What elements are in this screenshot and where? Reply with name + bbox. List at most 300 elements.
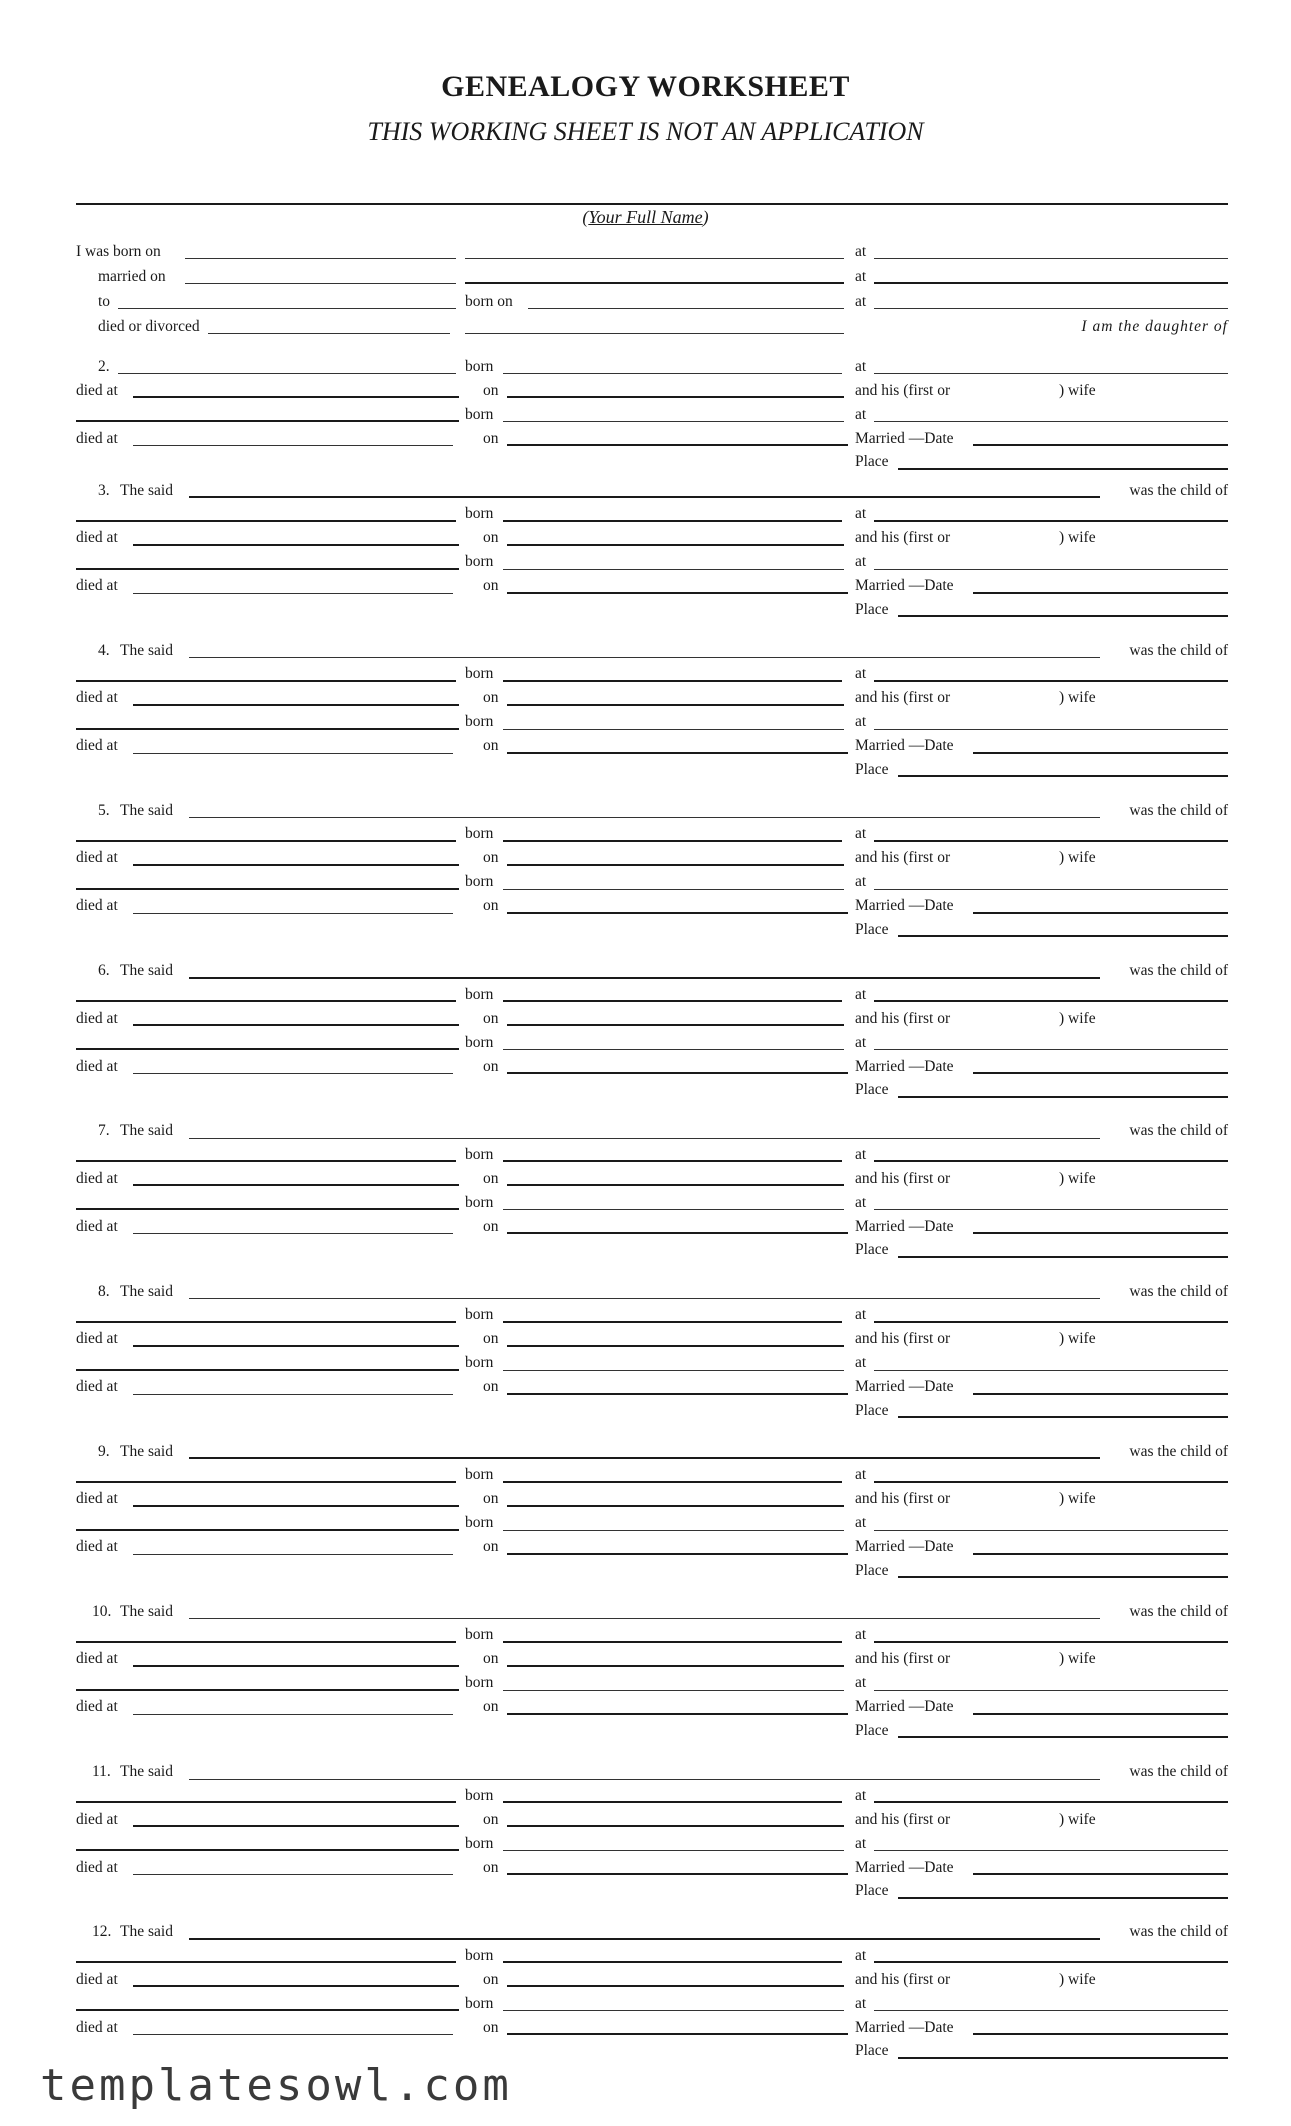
fill-in-line[interactable] [189, 1938, 1100, 1940]
fill-in-line[interactable] [189, 1457, 1100, 1459]
field-label: I was born on [76, 242, 161, 260]
fill-in-line[interactable] [189, 496, 1100, 498]
form-row [76, 892, 1228, 916]
field-label: at [855, 825, 867, 843]
field-label: died at [76, 1858, 118, 1876]
field-label: died at [76, 897, 118, 915]
form-row [76, 1140, 1228, 1164]
fill-in-line[interactable] [874, 520, 1228, 522]
field-label: at [855, 267, 867, 285]
form-row [76, 820, 1228, 844]
field-label: died at [76, 429, 118, 447]
fill-in-line[interactable] [898, 775, 1228, 777]
fill-in-line[interactable] [898, 1096, 1228, 1098]
field-label: at [855, 242, 867, 260]
field-label: Place [855, 1882, 889, 1900]
field-label: on [483, 689, 499, 707]
fill-in-line[interactable] [465, 333, 844, 334]
fill-in-line[interactable] [898, 468, 1228, 470]
fill-in-line[interactable] [503, 1801, 842, 1803]
field-label: at [855, 1306, 867, 1323]
fill-in-line[interactable] [133, 544, 459, 546]
field-label: 5. [98, 801, 110, 819]
field-label: born [465, 1354, 494, 1371]
fill-in-line[interactable] [874, 421, 1228, 422]
field-label: ) wife [1059, 849, 1096, 867]
field-label: was the child of [1129, 962, 1228, 980]
form-row [76, 500, 1228, 524]
form-row [76, 660, 1228, 684]
fill-in-line[interactable] [507, 1345, 844, 1347]
field-label: and his (first or [855, 1970, 951, 1988]
form-row [76, 1533, 1228, 1557]
fill-in-line[interactable] [898, 1256, 1228, 1258]
fill-in-line[interactable] [874, 1321, 1228, 1323]
field-label: ) wife [1059, 1650, 1096, 1668]
field-label: 12. [92, 1923, 112, 1941]
fill-in-line[interactable] [76, 1849, 459, 1851]
fill-in-line[interactable] [898, 935, 1228, 937]
fill-in-line[interactable] [973, 1072, 1228, 1074]
field-label: Place [855, 1561, 889, 1579]
field-label: ) wife [1059, 529, 1096, 546]
fill-in-line[interactable] [133, 445, 453, 446]
field-label: at [855, 357, 867, 375]
fill-in-line[interactable] [874, 1850, 1228, 1851]
fill-in-line[interactable] [973, 444, 1228, 446]
fill-in-line[interactable] [133, 396, 459, 398]
fill-in-line[interactable] [76, 1801, 456, 1803]
form-row [76, 796, 1228, 820]
fill-in-line[interactable] [133, 1024, 459, 1026]
fill-in-line[interactable] [898, 1416, 1228, 1418]
field-label: at [855, 1354, 867, 1371]
fill-in-line[interactable] [76, 1000, 456, 1002]
form-row [76, 915, 1228, 939]
field-label: on [483, 1330, 499, 1347]
fill-in-line[interactable] [133, 1554, 453, 1555]
field-label: Place [855, 1721, 889, 1739]
field-label: died at [76, 1330, 118, 1347]
field-label: born [465, 1994, 494, 2012]
fill-in-line[interactable] [76, 1160, 456, 1162]
fill-in-line[interactable] [507, 1873, 848, 1875]
fill-in-line[interactable] [874, 258, 1228, 259]
fill-in-line[interactable] [208, 333, 450, 334]
field-label: The said [120, 1923, 173, 1941]
full-name-label: Your Full Name [588, 207, 703, 227]
fill-in-line[interactable] [503, 569, 844, 570]
form-row [76, 1117, 1228, 1141]
field-label: born [465, 553, 494, 570]
form-row [76, 1829, 1228, 1853]
form-row [76, 1301, 1228, 1325]
field-label: born [465, 713, 494, 731]
fill-in-line[interactable] [874, 1160, 1228, 1162]
fill-in-line[interactable] [503, 840, 842, 842]
fill-in-line[interactable] [507, 704, 844, 706]
form-row [76, 1396, 1228, 1420]
fill-in-line[interactable] [503, 421, 844, 422]
fill-in-line[interactable] [874, 2010, 1228, 2011]
form-row [76, 595, 1228, 619]
fill-in-line[interactable] [185, 258, 456, 259]
field-label: ) wife [1059, 1169, 1096, 1187]
field-label: died at [76, 1698, 118, 1716]
field-label: Married —Date [855, 1057, 954, 1075]
fill-in-line[interactable] [528, 308, 844, 309]
field-label: Married —Date [855, 429, 954, 447]
fill-in-line[interactable] [503, 1850, 844, 1851]
field-label: 3. [98, 481, 110, 499]
fill-in-line[interactable] [503, 1530, 844, 1531]
fill-in-line[interactable] [874, 729, 1228, 730]
field-label: at [855, 1033, 867, 1051]
field-label: born [465, 665, 494, 683]
field-label: 6. [98, 962, 110, 980]
field-label: died at [76, 1009, 118, 1027]
field-label: 7. [98, 1122, 110, 1140]
form-row [76, 1941, 1228, 1965]
fill-in-line[interactable] [133, 1073, 453, 1074]
field-label: was the child of [1129, 1442, 1228, 1460]
fill-in-line[interactable] [507, 1505, 844, 1507]
fill-in-line[interactable] [133, 1714, 453, 1715]
fill-in-line[interactable] [973, 2033, 1228, 2035]
fill-in-line[interactable] [874, 1690, 1228, 1691]
fill-in-line[interactable] [76, 2009, 459, 2011]
fill-in-line[interactable] [133, 864, 459, 866]
form-row [76, 1373, 1228, 1397]
fill-in-line[interactable] [76, 1208, 459, 1210]
fill-in-line[interactable] [507, 1825, 844, 1827]
fill-in-line[interactable] [76, 680, 456, 682]
fill-in-line[interactable] [133, 1665, 459, 1667]
form-row [76, 1758, 1228, 1782]
fill-in-line[interactable] [503, 1321, 842, 1323]
fill-in-line[interactable] [874, 282, 1228, 284]
field-label: The said [120, 801, 173, 819]
field-label: on [483, 1538, 499, 1556]
fill-in-line[interactable] [507, 1232, 848, 1234]
fill-in-line[interactable] [874, 1641, 1228, 1643]
field-label: and his (first or [855, 1009, 951, 1027]
fill-in-line[interactable] [189, 817, 1100, 818]
fill-in-line[interactable] [189, 657, 1100, 658]
fill-in-line[interactable] [874, 1481, 1228, 1483]
fill-in-line[interactable] [503, 2010, 844, 2011]
fill-in-line[interactable] [898, 1736, 1228, 1738]
fill-in-line[interactable] [898, 1897, 1228, 1899]
fill-in-line[interactable] [507, 1665, 844, 1667]
fill-in-line[interactable] [503, 1481, 842, 1483]
fill-in-line[interactable] [133, 593, 453, 594]
fill-in-line[interactable] [874, 1209, 1228, 1210]
field-label: on [483, 1650, 499, 1668]
fill-in-line[interactable] [133, 1825, 459, 1827]
fill-in-line[interactable] [133, 704, 459, 706]
fill-in-line[interactable] [874, 569, 1228, 570]
fill-in-line[interactable] [898, 615, 1228, 617]
field-label: and his (first or [855, 381, 951, 399]
field-label: was the child of [1129, 641, 1228, 659]
field-label: ) wife [1059, 689, 1096, 707]
field-label: and his (first or [855, 1490, 951, 1508]
fill-in-line[interactable] [507, 396, 844, 398]
form-row [76, 2013, 1228, 2037]
fill-in-line[interactable] [874, 680, 1228, 682]
form-row [76, 1212, 1228, 1236]
fill-in-line[interactable] [898, 1576, 1228, 1578]
fill-in-line[interactable] [874, 1370, 1228, 1371]
fill-in-line[interactable] [503, 680, 842, 682]
fill-in-line[interactable] [973, 1873, 1228, 1875]
fill-in-line[interactable] [76, 728, 459, 730]
field-label: died at [76, 1057, 118, 1075]
field-label: died or divorced [98, 317, 200, 335]
fill-in-line[interactable] [507, 1553, 848, 1555]
field-label: Married —Date [855, 2018, 954, 2036]
fill-in-line[interactable] [76, 1369, 459, 1371]
field-label: died at [76, 1169, 118, 1187]
page-subtitle: THIS WORKING SHEET IS NOT AN APPLICATION [367, 117, 924, 146]
field-label: on [483, 2018, 499, 2036]
fill-in-line[interactable] [973, 1553, 1228, 1555]
fill-in-line[interactable] [189, 1779, 1100, 1780]
fill-in-line[interactable] [874, 889, 1228, 890]
field-label: at [855, 1786, 867, 1804]
field-label: ) wife [1059, 1810, 1096, 1828]
field-label: and his (first or [855, 849, 951, 867]
field-label: died at [76, 1378, 118, 1395]
field-label: The said [120, 1282, 173, 1300]
field-label: on [483, 1169, 499, 1187]
fill-in-line[interactable] [76, 1961, 456, 1963]
form-row [76, 684, 1228, 708]
fill-in-line[interactable] [133, 1184, 459, 1186]
form-row [76, 1716, 1228, 1740]
form-row [76, 1853, 1228, 1877]
fill-in-line[interactable] [76, 520, 456, 522]
form-row [76, 732, 1228, 756]
fill-in-line[interactable] [133, 1233, 453, 1234]
field-label: Married —Date [855, 1217, 954, 1235]
fill-in-line[interactable] [874, 1961, 1228, 1963]
fill-in-line[interactable] [503, 1049, 844, 1050]
field-label: born [465, 1193, 494, 1211]
fill-in-line[interactable] [898, 2057, 1228, 2059]
fill-in-line[interactable] [874, 1000, 1228, 1002]
fill-in-line[interactable] [874, 308, 1228, 309]
fill-in-line[interactable] [507, 2033, 848, 2035]
form-row [76, 448, 1228, 472]
fill-in-line[interactable] [507, 752, 848, 754]
field-label: died at [76, 689, 118, 707]
field-label: at [855, 665, 867, 683]
fill-in-line[interactable] [76, 1689, 459, 1691]
field-label: at [855, 1626, 867, 1644]
fill-in-line[interactable] [76, 1048, 459, 1050]
full-name-caption [0, 207, 1291, 228]
fill-in-line[interactable] [503, 1000, 842, 1002]
field-label: at [855, 1466, 867, 1484]
fill-in-line[interactable] [507, 1393, 848, 1395]
divider [76, 203, 1228, 205]
field-label: Place [855, 1241, 889, 1259]
fill-in-line[interactable] [874, 1530, 1228, 1531]
field-label: and his (first or [855, 1650, 951, 1668]
field-label: and his (first or [855, 689, 951, 707]
fill-in-line[interactable] [507, 592, 848, 594]
fill-in-line[interactable] [133, 1874, 453, 1875]
fill-in-line[interactable] [76, 1321, 456, 1323]
field-label: on [483, 1009, 499, 1027]
fill-in-line[interactable] [76, 1481, 456, 1483]
field-label: ) wife [1059, 1970, 1096, 1988]
field-label: at [855, 713, 867, 731]
field-label: Married —Date [855, 1698, 954, 1716]
fill-in-line[interactable] [133, 1345, 459, 1347]
form-row [76, 572, 1228, 596]
field-label: died at [76, 577, 118, 594]
fill-in-line[interactable] [507, 1713, 848, 1715]
fill-in-line[interactable] [973, 592, 1228, 594]
fill-in-line[interactable] [185, 283, 456, 284]
fill-in-line[interactable] [874, 373, 1228, 374]
fill-in-line[interactable] [133, 1505, 459, 1507]
fill-in-line[interactable] [874, 1049, 1228, 1050]
fill-in-line[interactable] [503, 1641, 842, 1643]
field-label: The said [120, 1442, 173, 1460]
fill-in-line[interactable] [503, 1370, 844, 1371]
field-label: on [483, 529, 499, 546]
fill-in-line[interactable] [76, 420, 459, 422]
fill-in-line[interactable] [118, 373, 456, 374]
field-label: to [98, 292, 111, 310]
fill-in-line[interactable] [189, 977, 1100, 979]
fill-in-line[interactable] [507, 864, 844, 866]
field-label: Place [855, 453, 889, 470]
field-label: The said [120, 1122, 173, 1140]
field-label: at [855, 1145, 867, 1163]
fill-in-line[interactable] [503, 1961, 842, 1963]
field-label: born [465, 357, 494, 375]
field-label: at [855, 985, 867, 1003]
form-row [76, 237, 1228, 261]
fill-in-line[interactable] [465, 282, 844, 284]
field-label: born [465, 1306, 494, 1323]
form-row [76, 1989, 1228, 2013]
paren-close: ) [702, 207, 709, 227]
field-label: died at [76, 1810, 118, 1828]
field-label: and his (first or [855, 1330, 951, 1347]
fill-in-line[interactable] [76, 840, 456, 842]
fill-in-line[interactable] [76, 1641, 456, 1643]
fill-in-line[interactable] [507, 912, 848, 914]
fill-in-line[interactable] [503, 373, 842, 374]
field-label: was the child of [1129, 1763, 1228, 1781]
fill-in-line[interactable] [507, 1184, 844, 1186]
form-row [76, 1164, 1228, 1188]
fill-in-line[interactable] [973, 1713, 1228, 1715]
field-label: and his (first or [855, 1810, 951, 1828]
fill-in-line[interactable] [189, 1298, 1100, 1299]
fill-in-line[interactable] [503, 1160, 842, 1162]
field-label: ) wife [1059, 381, 1096, 399]
field-label: The said [120, 962, 173, 980]
fill-in-line[interactable] [118, 308, 456, 309]
fill-in-line[interactable] [507, 544, 844, 546]
fill-in-line[interactable] [507, 1072, 848, 1074]
form-row [76, 868, 1228, 892]
fill-in-line[interactable] [503, 889, 844, 890]
field-label: died at [76, 1490, 118, 1508]
field-label: 2. [98, 357, 110, 375]
form-row [76, 1461, 1228, 1485]
fill-in-line[interactable] [507, 1024, 844, 1026]
form-row [76, 1509, 1228, 1533]
fill-in-line[interactable] [507, 444, 848, 446]
field-label: born [465, 873, 494, 891]
field-label: married on [98, 267, 166, 285]
field-label: Married —Date [855, 577, 954, 594]
field-label: at [855, 1834, 867, 1852]
fill-in-line[interactable] [189, 1618, 1100, 1619]
field-label: was the child of [1129, 481, 1228, 499]
form-row [76, 1052, 1228, 1076]
fill-in-line[interactable] [874, 1801, 1228, 1803]
fill-in-line[interactable] [503, 1690, 844, 1691]
form-row [76, 708, 1228, 732]
form-row [76, 1621, 1228, 1645]
field-label: at [855, 1674, 867, 1692]
fill-in-line[interactable] [133, 1985, 459, 1987]
fill-in-line[interactable] [465, 258, 844, 259]
form-row [76, 1805, 1228, 1829]
fill-in-line[interactable] [503, 1209, 844, 1210]
fill-in-line[interactable] [973, 752, 1228, 754]
form-row [76, 1028, 1228, 1052]
field-label: at [855, 505, 867, 522]
fill-in-line[interactable] [973, 1232, 1228, 1234]
fill-in-line[interactable] [503, 729, 844, 730]
fill-in-line[interactable] [189, 1138, 1100, 1139]
field-label: at [855, 1994, 867, 2012]
fill-in-line[interactable] [133, 2034, 453, 2035]
fill-in-line[interactable] [507, 1985, 844, 1987]
form-row [76, 312, 1228, 336]
field-label: 10. [92, 1602, 112, 1620]
fill-in-line[interactable] [973, 912, 1228, 914]
fill-in-line[interactable] [503, 520, 842, 522]
field-label: at [855, 405, 867, 423]
field-label: ) wife [1059, 1490, 1096, 1508]
fill-in-line[interactable] [133, 1394, 453, 1395]
fill-in-line[interactable] [76, 888, 459, 890]
fill-in-line[interactable] [76, 568, 459, 570]
field-label: and his (first or [855, 1169, 951, 1187]
fill-in-line[interactable] [874, 840, 1228, 842]
fill-in-line[interactable] [133, 913, 453, 914]
field-label: born [465, 825, 494, 843]
fill-in-line[interactable] [133, 753, 453, 754]
field-label: The said [120, 1763, 173, 1781]
field-label: Place [855, 920, 889, 938]
fill-in-line[interactable] [76, 1529, 459, 1531]
form-row [76, 376, 1228, 400]
fill-in-line[interactable] [973, 1393, 1228, 1395]
field-label: Married —Date [855, 1858, 954, 1876]
